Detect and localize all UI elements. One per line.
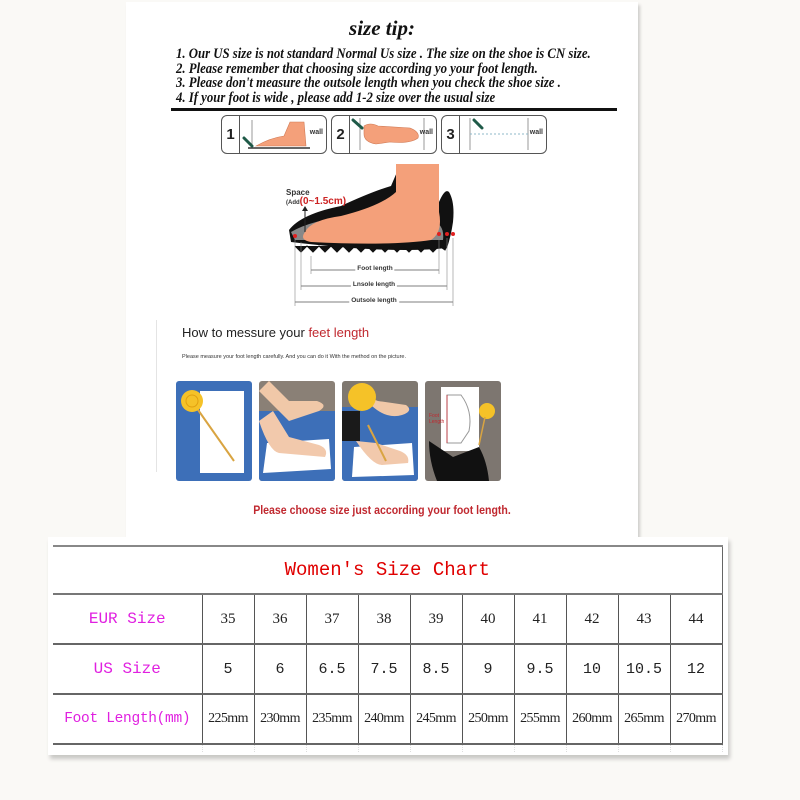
us-size-cell: 8.5 — [410, 644, 462, 694]
photo-paper-and-pen — [176, 381, 252, 481]
table-tail — [53, 744, 722, 752]
ruler-icon — [460, 116, 546, 153]
foot-length-cell: 240mm — [358, 694, 410, 744]
size-chart-table — [53, 545, 723, 752]
foot-length-annotation: Foot Length — [429, 413, 445, 425]
us-size-cell: 6 — [254, 644, 306, 694]
step-number: 1 — [222, 116, 240, 153]
eur-size-cell: 44 — [670, 594, 722, 644]
foot-length-cell: 265mm — [618, 694, 670, 744]
howto-title: How to messure your feet length — [182, 325, 370, 340]
photo-foot-on-paper — [259, 381, 335, 481]
divider — [171, 108, 617, 111]
us-size-cell: 6.5 — [306, 644, 358, 694]
foot-length-cell: 225mm — [202, 694, 254, 744]
step-3-box — [441, 115, 547, 154]
eur-size-cell: 43 — [618, 594, 670, 644]
step-2-box — [331, 115, 437, 154]
size-chart-card — [48, 537, 728, 755]
measure-steps — [221, 115, 547, 154]
foot-side-icon — [240, 116, 326, 153]
step-number: 2 — [332, 116, 350, 153]
foot-top-icon — [350, 116, 436, 153]
foot-length-cell: 245mm — [410, 694, 462, 744]
us-size-cell: 5 — [202, 644, 254, 694]
foot-length-cell: 235mm — [306, 694, 358, 744]
photo-tracing-foot — [342, 381, 418, 481]
foot-length-label: Foot length — [357, 265, 393, 272]
foot-length-cell: 230mm — [254, 694, 306, 744]
foot-length-row — [53, 694, 722, 744]
wall-label: wall — [529, 129, 543, 136]
outsole-length-label: Outsole length — [351, 297, 397, 304]
wall-label: wall — [419, 129, 433, 136]
chart-title: Women's Size Chart — [53, 546, 722, 594]
divider — [156, 320, 157, 472]
howto-photos — [176, 381, 501, 481]
foot-length-cell: 250mm — [462, 694, 514, 744]
foot-length-cell: 270mm — [670, 694, 722, 744]
size-tip-item: 2. Please remember that choosing size according yo your foot length. — [176, 60, 538, 77]
foot-length-cell: 255mm — [514, 694, 566, 744]
eur-size-row — [53, 594, 722, 644]
us-size-cell: 10.5 — [618, 644, 670, 694]
eur-size-cell: 39 — [410, 594, 462, 644]
size-tip-list — [176, 47, 637, 105]
eur-size-cell: 42 — [566, 594, 618, 644]
shoe-cross-section-diagram — [271, 162, 501, 308]
size-tip-title: size tip: — [349, 16, 415, 40]
us-size-row — [53, 644, 722, 694]
foot-length-cell: 260mm — [566, 694, 618, 744]
eur-size-cell: 37 — [306, 594, 358, 644]
size-tip-item: 3. Please don't measure the outsole length when you check the shoe size . — [176, 75, 561, 92]
space-value: (0~1.5cm) — [299, 196, 347, 207]
eur-size-cell: 36 — [254, 594, 306, 644]
howto-subtitle: Please measure your foot length carefully. And you can do it With the method on the picture. — [182, 354, 406, 360]
row-label: Foot Length(mm) — [53, 694, 202, 744]
step-number: 3 — [442, 116, 460, 153]
us-size-cell: 12 — [670, 644, 722, 694]
size-tip-card — [126, 2, 638, 538]
insole-length-label: Lnsole length — [352, 281, 396, 288]
wall-label: wall — [309, 129, 323, 136]
row-label: EUR Size — [53, 594, 202, 644]
choose-size-note: Please choose size just according your foot length. — [253, 503, 511, 517]
us-size-cell: 9 — [462, 644, 514, 694]
photo-traced-outline — [425, 381, 501, 481]
us-size-cell: 10 — [566, 644, 618, 694]
space-label: Space (Add(0~1.5cm) — [286, 188, 347, 207]
eur-size-cell: 40 — [462, 594, 514, 644]
eur-size-cell: 38 — [358, 594, 410, 644]
eur-size-cell: 41 — [514, 594, 566, 644]
row-label: US Size — [53, 644, 202, 694]
us-size-cell: 9.5 — [514, 644, 566, 694]
size-tip-item: 1. Our US size is not standard Normal Us size . The size on the shoe is CN size. — [176, 46, 591, 62]
eur-size-cell: 35 — [202, 594, 254, 644]
us-size-cell: 7.5 — [358, 644, 410, 694]
size-tip-item: 4. If your foot is wide , please add 1-2 size over the usual size — [176, 89, 496, 106]
chart-title-row — [53, 546, 722, 594]
step-1-box — [221, 115, 327, 154]
